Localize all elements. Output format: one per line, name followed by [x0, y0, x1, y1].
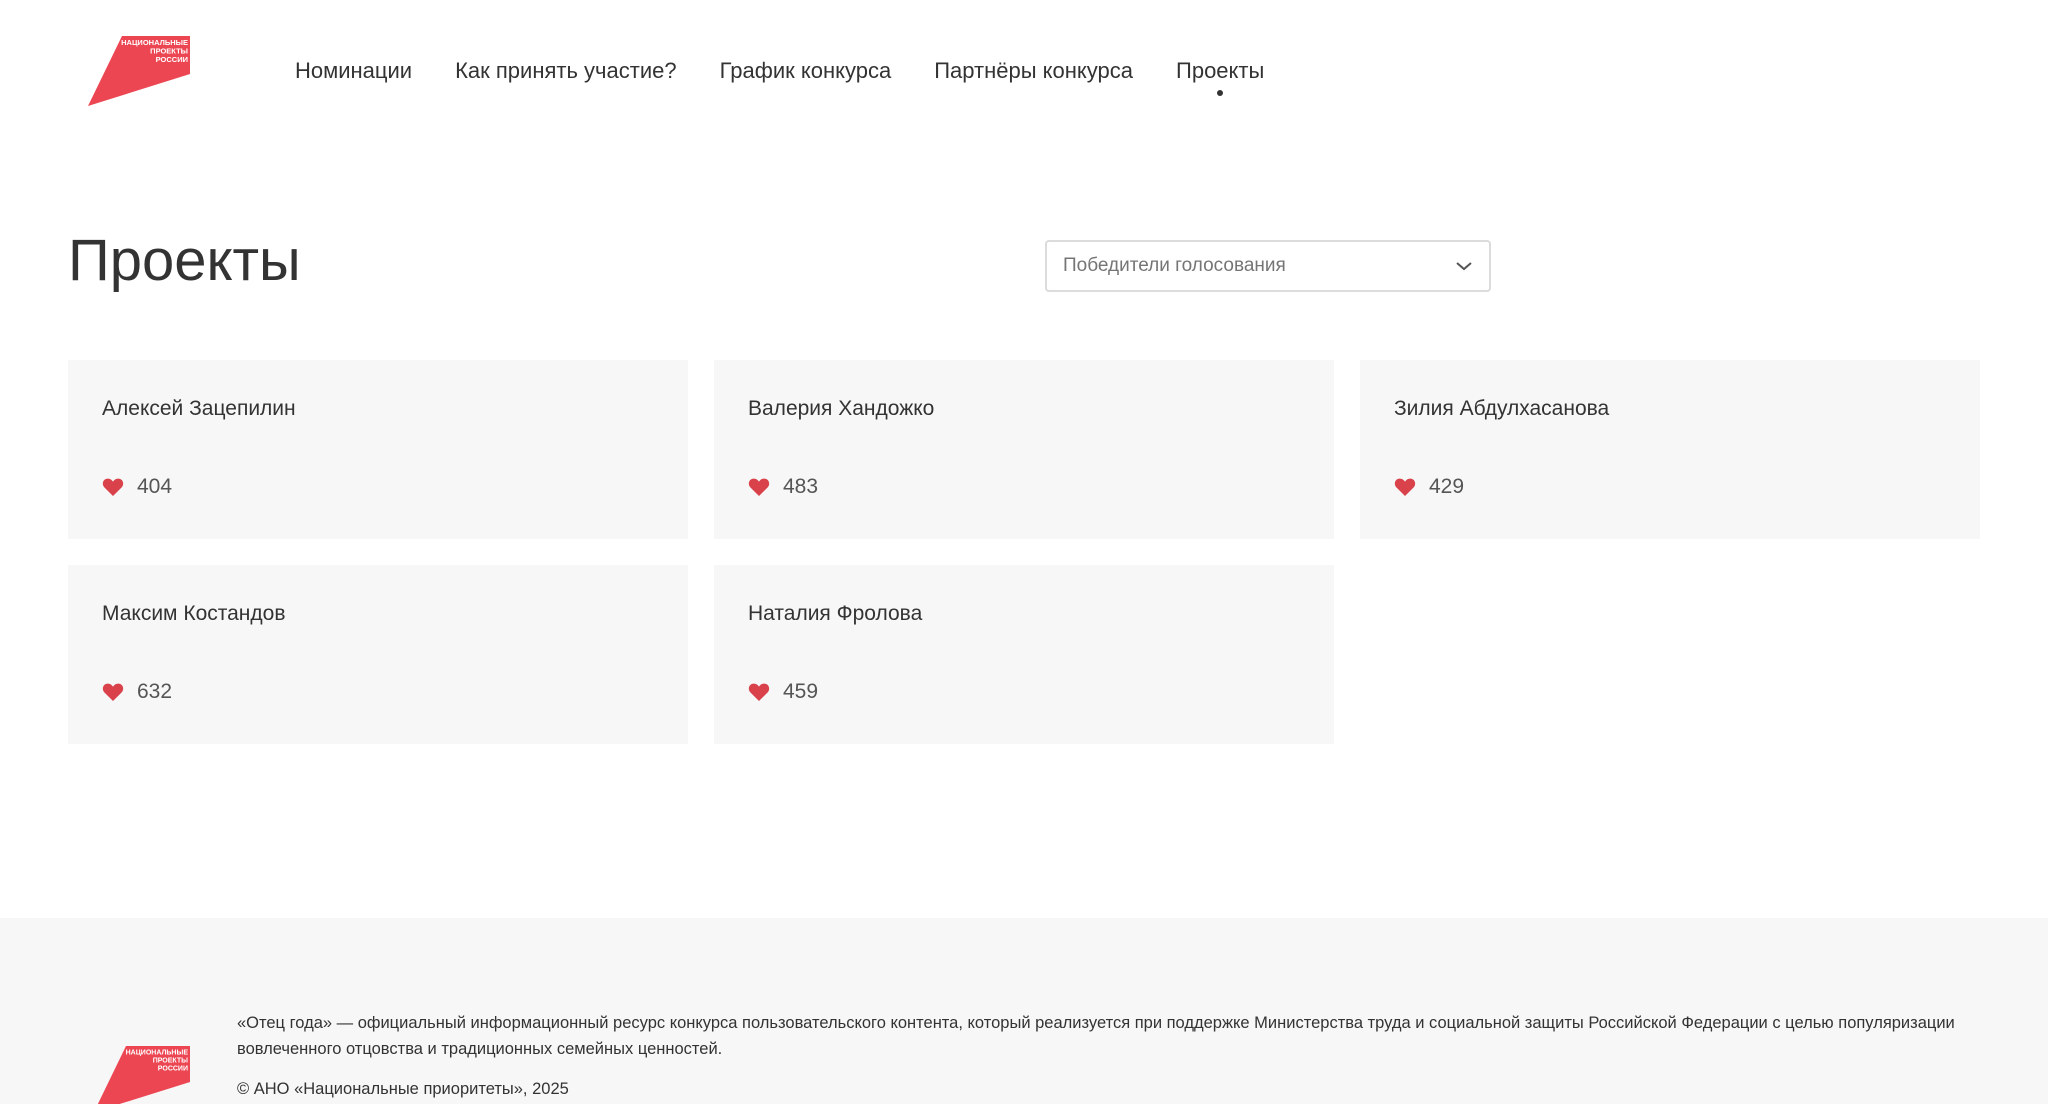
project-likes[interactable] [102, 678, 172, 706]
project-card[interactable] [68, 360, 688, 539]
project-author-name: Алексей Зацепилин [102, 397, 296, 420]
likes-count: 632 [137, 680, 173, 703]
nav-item-nominations[interactable]: Номинации [295, 58, 413, 83]
logo-line-2: ПРОЕКТЫ [150, 46, 188, 56]
project-likes[interactable] [748, 678, 818, 706]
heart-icon [1394, 477, 1416, 497]
project-likes[interactable] [1394, 473, 1464, 501]
project-card[interactable] [714, 565, 1334, 744]
footer-description: «Отец года» — официальный информационный ресурс конкурса пользовательского контента, который реализуется при поддержке Министерства труда и социальной защиты Российской Федерации с целью популяризации вовлеченного отцовства и традиционных семейных ценностей. [237, 1014, 1955, 1058]
footer-logo-line-2: ПРОЕКТЫ [152, 1057, 188, 1065]
likes-count: 429 [1429, 475, 1465, 498]
project-likes[interactable] [748, 473, 818, 501]
nav-item-how-to-participate[interactable]: Как принять участие? [455, 58, 677, 83]
project-author-name: Валерия Хандожко [748, 397, 935, 420]
footer-logo-line-1: НАЦИОНАЛЬНЫЕ [125, 1049, 188, 1057]
heart-icon [748, 682, 770, 702]
project-card[interactable] [1360, 360, 1980, 539]
nav-item-partners[interactable]: Партнёры конкурса [934, 58, 1134, 83]
chevron-down-icon [1455, 260, 1473, 272]
heart-icon [748, 477, 770, 497]
project-author-name: Зилия Абдулхасанова [1394, 397, 1610, 420]
likes-count: 459 [783, 680, 819, 703]
filter-selected-value: Победители голосования [1063, 255, 1286, 276]
site-footer [0, 918, 2048, 1104]
likes-count: 483 [783, 475, 819, 498]
project-author-name: Наталия Фролова [748, 602, 923, 625]
logo-line-1: НАЦИОНАЛЬНЫЕ [121, 38, 188, 47]
site-header [0, 0, 2048, 140]
project-likes[interactable] [102, 473, 172, 501]
project-card[interactable] [714, 360, 1334, 539]
heart-icon [102, 682, 124, 702]
projects-filter-select[interactable] [1045, 240, 1491, 292]
project-author-name: Максим Костандов [102, 602, 286, 625]
nav-item-projects[interactable]: Проекты [1176, 54, 1264, 88]
nav-item-schedule[interactable]: График конкурса [719, 58, 892, 83]
likes-count: 404 [137, 475, 173, 498]
project-card[interactable] [68, 565, 688, 744]
footer-logo[interactable] [94, 1046, 190, 1104]
page-title: Проекты [68, 228, 301, 293]
logo-line-3: РОССИИ [155, 55, 188, 64]
footer-copyright: © АНО «Национальные приоритеты», 2025 [237, 1080, 569, 1098]
footer-logo-line-3: РОССИИ [157, 1065, 188, 1073]
national-projects-logo[interactable] [88, 36, 190, 106]
heart-icon [102, 477, 124, 497]
main-nav [295, 54, 1264, 88]
